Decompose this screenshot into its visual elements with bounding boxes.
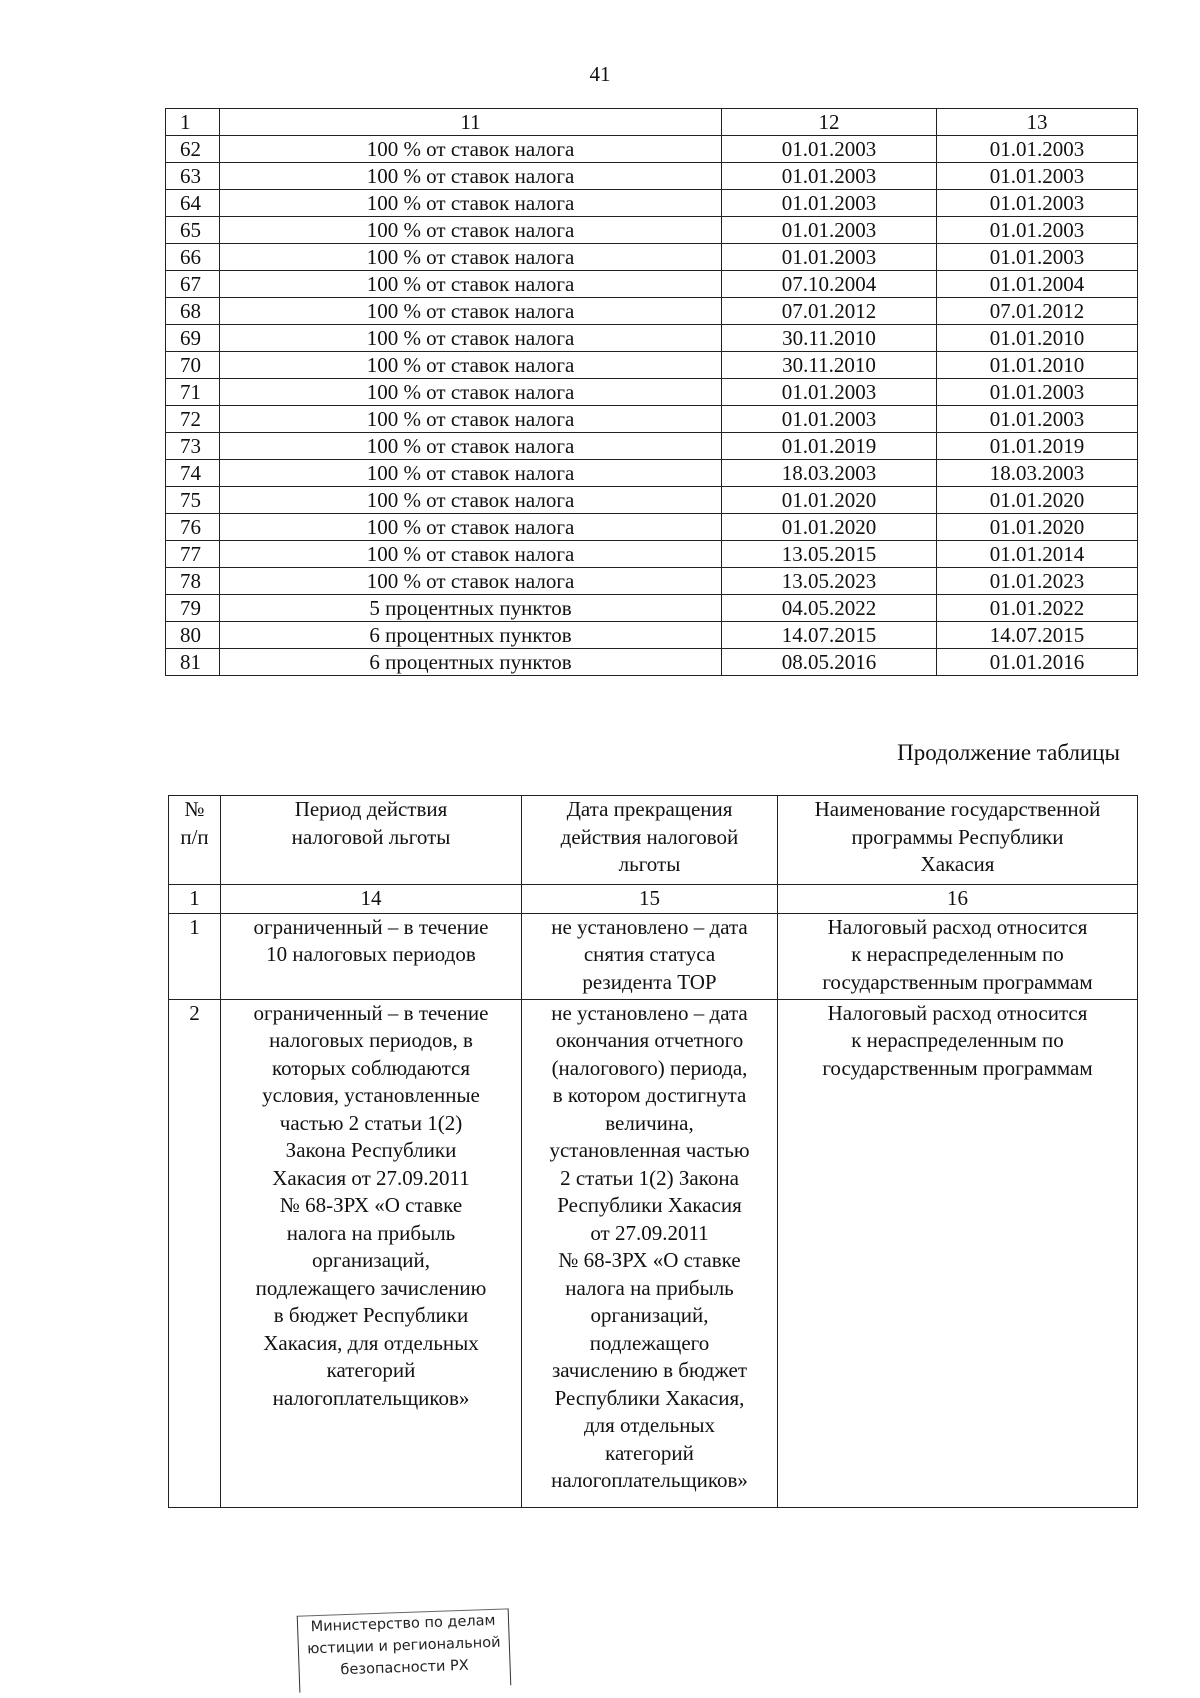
header-program-cell: Наименование государственной программы Республики Хакасия <box>778 796 1138 885</box>
period-cell: ограниченный – в течение 10 налоговых периодов <box>221 913 522 999</box>
column-index-cell: 11 <box>220 109 722 136</box>
table-row <box>166 514 1138 541</box>
row-number-cell: 63 <box>166 163 220 190</box>
effective-date-cell: 01.01.2003 <box>937 379 1138 406</box>
column-index-cell: 15 <box>522 885 778 914</box>
continuation-label: Продолжение таблицы <box>897 740 1120 765</box>
continuation-table <box>168 795 1138 1508</box>
benefit-amount-cell: 100 % от ставок налога <box>220 136 722 163</box>
row-number-cell: 78 <box>166 568 220 595</box>
effective-date-cell: 07.01.2012 <box>937 298 1138 325</box>
effective-date-cell: 01.01.2003 <box>937 244 1138 271</box>
start-date-cell: 04.05.2022 <box>722 595 937 622</box>
column-index-cell: 13 <box>937 109 1138 136</box>
row-number-cell: 1 <box>169 913 221 999</box>
effective-date-cell: 01.01.2023 <box>937 568 1138 595</box>
benefit-amount-cell: 100 % от ставок налога <box>220 568 722 595</box>
effective-date-cell: 01.01.2020 <box>937 514 1138 541</box>
effective-date-cell: 01.01.2022 <box>937 595 1138 622</box>
start-date-cell: 01.01.2003 <box>722 136 937 163</box>
benefit-amount-cell: 5 процентных пунктов <box>220 595 722 622</box>
column-index-cell: 1 <box>169 885 221 914</box>
table-row <box>166 136 1138 163</box>
table-row <box>166 406 1138 433</box>
start-date-cell: 01.01.2020 <box>722 514 937 541</box>
effective-date-cell: 01.01.2003 <box>937 217 1138 244</box>
row-number-cell: 70 <box>166 352 220 379</box>
table-row <box>166 649 1138 676</box>
table-row <box>166 460 1138 487</box>
header-period-cell: Период действия налоговой льготы <box>221 796 522 885</box>
table-row <box>166 622 1138 649</box>
header-number-cell: № п/п <box>169 796 221 885</box>
start-date-cell: 01.01.2003 <box>722 163 937 190</box>
period-cell: ограниченный – в течение налоговых периодов, в которых соблюдаются условия, установленные частью 2 статьи 1(2) Закона Республики Хакасия от 27.09.2011 № 68-ЗРХ «О ставке налога на прибыль организаций, подлежащего зачислению в бюджет Республики Хакасия, для отдельных категорий налогоплательщиков» <box>221 999 522 1507</box>
effective-date-cell: 01.01.2003 <box>937 136 1138 163</box>
benefit-amount-cell: 100 % от ставок налога <box>220 541 722 568</box>
table-header-row <box>169 796 1138 885</box>
start-date-cell: 14.07.2015 <box>722 622 937 649</box>
table-row <box>166 298 1138 325</box>
table-row <box>166 271 1138 298</box>
ministry-stamp <box>297 1608 512 1692</box>
row-number-cell: 67 <box>166 271 220 298</box>
row-number-cell: 77 <box>166 541 220 568</box>
start-date-cell: 01.01.2020 <box>722 487 937 514</box>
row-number-cell: 74 <box>166 460 220 487</box>
row-number-cell: 62 <box>166 136 220 163</box>
page-number: 41 <box>589 62 611 86</box>
stamp-line: юстиции и региональной <box>306 1634 501 1658</box>
benefit-amount-cell: 100 % от ставок налога <box>220 244 722 271</box>
row-number-cell: 2 <box>169 999 221 1507</box>
column-index-cell: 1 <box>166 109 220 136</box>
table-row <box>166 433 1138 460</box>
table-row <box>166 541 1138 568</box>
benefit-amount-cell: 100 % от ставок налога <box>220 406 722 433</box>
benefit-amount-cell: 100 % от ставок налога <box>220 163 722 190</box>
end-date-cell: не установлено – дата окончания отчетного (налогового) периода, в котором достигнута величина, установленная частью 2 статьи 1(2) Закона Республики Хакасия от 27.09.2011 № 68-ЗРХ «О ставке налога на прибыль организаций, подлежащего зачислению в бюджет Республики Хакасия, для отдельных категорий налогоплательщиков» <box>522 999 778 1507</box>
effective-date-cell: 01.01.2004 <box>937 271 1138 298</box>
table-row <box>166 379 1138 406</box>
row-number-cell: 64 <box>166 190 220 217</box>
start-date-cell: 01.01.2003 <box>722 217 937 244</box>
effective-date-cell: 01.01.2014 <box>937 541 1138 568</box>
table-row <box>166 352 1138 379</box>
table-row <box>166 595 1138 622</box>
stamp-line: безопасности РХ <box>340 1657 469 1679</box>
column-index-row <box>169 885 1138 914</box>
row-number-cell: 66 <box>166 244 220 271</box>
table-row <box>166 163 1138 190</box>
benefit-amount-cell: 6 процентных пунктов <box>220 649 722 676</box>
benefit-amount-cell: 100 % от ставок налога <box>220 514 722 541</box>
table-row <box>166 190 1138 217</box>
start-date-cell: 01.01.2003 <box>722 406 937 433</box>
table-row <box>166 217 1138 244</box>
table-header-row <box>166 109 1138 136</box>
row-number-cell: 65 <box>166 217 220 244</box>
row-number-cell: 79 <box>166 595 220 622</box>
benefit-amount-cell: 100 % от ставок налога <box>220 379 722 406</box>
benefit-amount-cell: 100 % от ставок налога <box>220 217 722 244</box>
column-index-cell: 12 <box>722 109 937 136</box>
effective-date-cell: 01.01.2010 <box>937 325 1138 352</box>
benefit-amount-cell: 100 % от ставок налога <box>220 190 722 217</box>
table-row <box>166 244 1138 271</box>
start-date-cell: 13.05.2015 <box>722 541 937 568</box>
effective-date-cell: 14.07.2015 <box>937 622 1138 649</box>
benefit-amount-cell: 100 % от ставок налога <box>220 352 722 379</box>
row-number-cell: 68 <box>166 298 220 325</box>
benefit-amount-cell: 100 % от ставок налога <box>220 460 722 487</box>
benefit-amount-cell: 100 % от ставок налога <box>220 298 722 325</box>
row-number-cell: 76 <box>166 514 220 541</box>
start-date-cell: 08.05.2016 <box>722 649 937 676</box>
start-date-cell: 18.03.2003 <box>722 460 937 487</box>
benefit-amount-cell: 100 % от ставок налога <box>220 325 722 352</box>
row-number-cell: 72 <box>166 406 220 433</box>
benefit-amount-cell: 6 процентных пунктов <box>220 622 722 649</box>
effective-date-cell: 01.01.2019 <box>937 433 1138 460</box>
start-date-cell: 30.11.2010 <box>722 325 937 352</box>
effective-date-cell: 18.03.2003 <box>937 460 1138 487</box>
benefit-amount-cell: 100 % от ставок налога <box>220 487 722 514</box>
row-number-cell: 75 <box>166 487 220 514</box>
header-end-date-cell: Дата прекращения действия налоговой льготы <box>522 796 778 885</box>
start-date-cell: 01.01.2003 <box>722 244 937 271</box>
start-date-cell: 07.10.2004 <box>722 271 937 298</box>
table-row <box>166 487 1138 514</box>
effective-date-cell: 01.01.2003 <box>937 163 1138 190</box>
table-row <box>166 325 1138 352</box>
row-number-cell: 80 <box>166 622 220 649</box>
end-date-cell: не установлено – дата снятия статуса резидента ТОР <box>522 913 778 999</box>
benefit-amount-cell: 100 % от ставок налога <box>220 271 722 298</box>
column-index-cell: 16 <box>778 885 1138 914</box>
effective-date-cell: 01.01.2010 <box>937 352 1138 379</box>
row-number-cell: 69 <box>166 325 220 352</box>
effective-date-cell: 01.01.2020 <box>937 487 1138 514</box>
row-number-cell: 73 <box>166 433 220 460</box>
start-date-cell: 07.01.2012 <box>722 298 937 325</box>
program-cell: Налоговый расход относится к нераспределенным по государственным программам <box>778 913 1138 999</box>
effective-date-cell: 01.01.2003 <box>937 190 1138 217</box>
row-number-cell: 81 <box>166 649 220 676</box>
benefit-amount-cell: 100 % от ставок налога <box>220 433 722 460</box>
stamp-line: Министерство по делам <box>310 1612 496 1636</box>
row-number-cell: 71 <box>166 379 220 406</box>
start-date-cell: 01.01.2003 <box>722 379 937 406</box>
table-row <box>169 999 1138 1507</box>
start-date-cell: 13.05.2023 <box>722 568 937 595</box>
column-index-cell: 14 <box>221 885 522 914</box>
start-date-cell: 30.11.2010 <box>722 352 937 379</box>
tax-benefit-table <box>165 108 1138 676</box>
program-cell: Налоговый расход относится к нераспределенным по государственным программам <box>778 999 1138 1507</box>
table-row <box>166 568 1138 595</box>
effective-date-cell: 01.01.2003 <box>937 406 1138 433</box>
start-date-cell: 01.01.2019 <box>722 433 937 460</box>
start-date-cell: 01.01.2003 <box>722 190 937 217</box>
effective-date-cell: 01.01.2016 <box>937 649 1138 676</box>
table-row <box>169 913 1138 999</box>
